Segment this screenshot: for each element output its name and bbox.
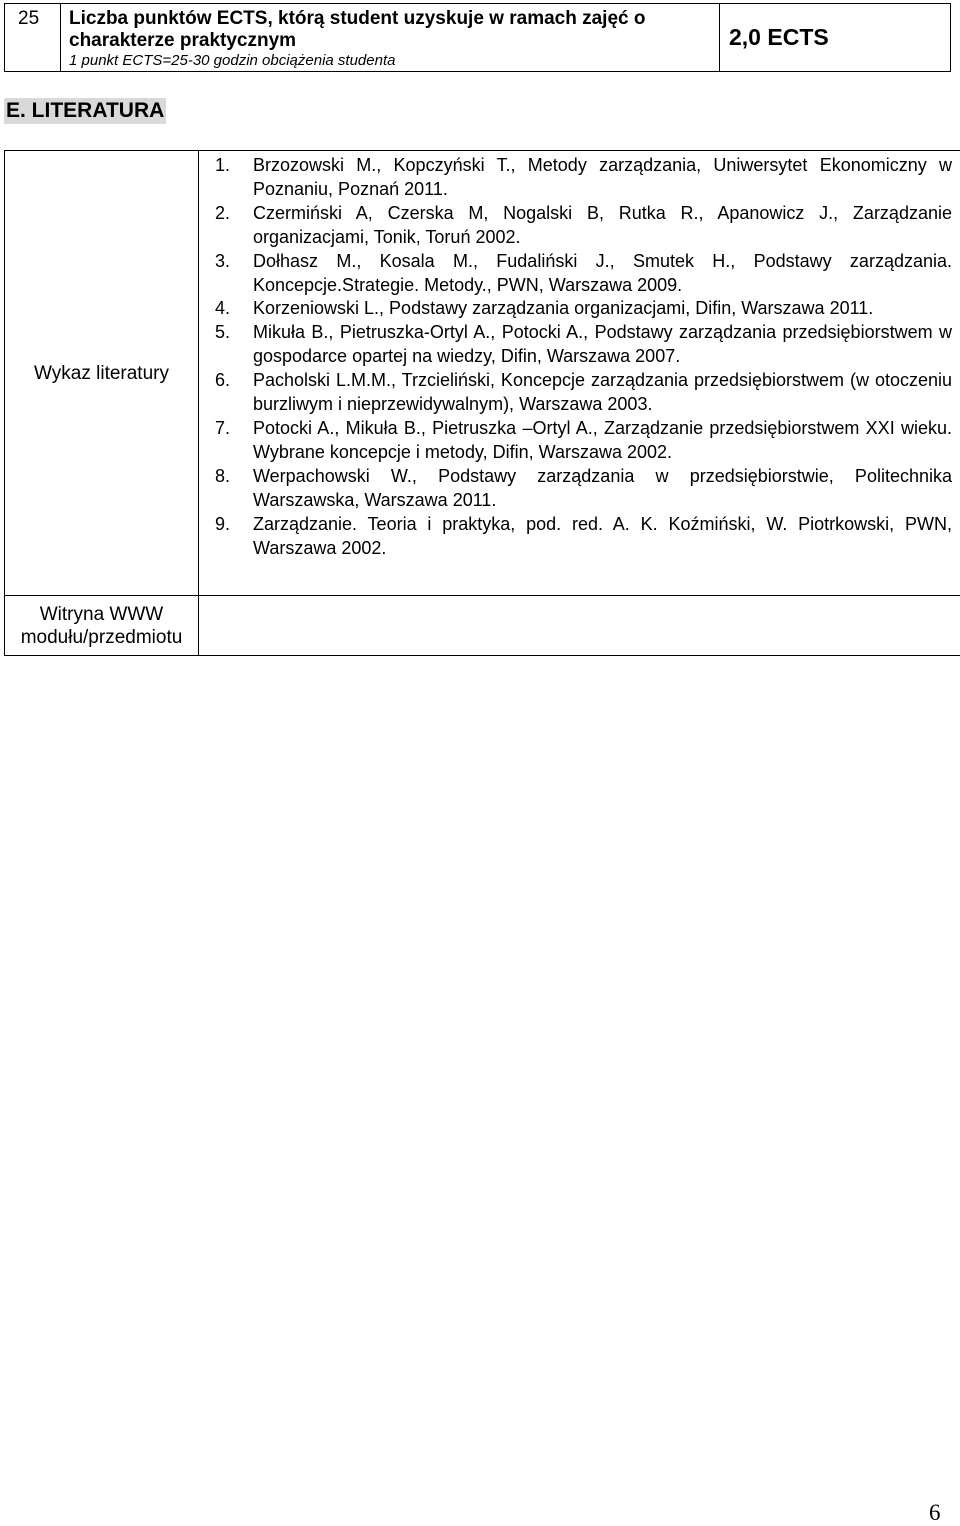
literature-item-text: Werpachowski W., Podstawy zarządzania w przedsiębiorstwie, Politechnika Warszawska, Warszawa 2011. — [253, 465, 952, 510]
literature-item-text: Potocki A., Mikuła B., Pietruszka –Ortyl A., Zarządzanie przedsiębiorstwem XXI wieku. Wybrane koncepcje i metody, Difin, Warszawa 2002. — [253, 417, 952, 462]
literature-row — [5, 151, 960, 596]
literature-item — [215, 417, 952, 465]
literature-list — [199, 151, 960, 560]
website-row — [5, 596, 960, 656]
literature-item-number: 5. — [215, 322, 231, 343]
literature-item — [215, 202, 952, 250]
literature-item-text: Mikuła B., Pietruszka-Ortyl A., Potocki A., Podstawy zarządzania przedsiębiorstwem w gospodarce opartej na wiedzy, Difin, Warszawa 2007. — [253, 322, 952, 367]
ects-row — [5, 4, 951, 72]
literature-item-number: 6. — [215, 370, 231, 391]
literature-item-text: Pacholski L.M.M., Trzcieliński, Koncepcje zarządzania przedsiębiorstwem (w otoczeniu burzliwym i nieprzewidywalnym), Warszawa 2003. — [253, 370, 952, 415]
literature-item — [215, 369, 952, 417]
literature-item — [215, 513, 952, 561]
literature-item-text: Zarządzanie. Teoria i praktyka, pod. red. A. K. Koźmiński, W. Piotrkowski, PWN, Warszawa 2002. — [253, 513, 952, 558]
ects-table — [4, 3, 951, 72]
literature-list-label: Wykaz literatury — [5, 151, 199, 596]
ects-label-cell — [61, 4, 720, 72]
literature-table — [4, 150, 960, 656]
literature-item — [215, 465, 952, 513]
literature-item-number: 7. — [215, 417, 231, 438]
literature-item-number: 4. — [215, 298, 231, 319]
literature-item-text: Korzeniowski L., Podstawy zarządzania organizacjami, Difin, Warszawa 2011. — [253, 298, 874, 319]
website-label: Witryna WWW modułu/przedmiotu — [5, 596, 199, 656]
literature-list-cell — [199, 151, 960, 596]
literature-item-number: 1. — [215, 155, 231, 175]
section-heading: E. LITERATURA — [6, 99, 165, 122]
literature-item — [215, 297, 952, 321]
literature-item — [215, 321, 952, 369]
literature-item-text: Dołhasz M., Kosala M., Fudaliński J., Smutek H., Podstawy zarządzania. Koncepcje.Strategie. Metody., PWN, Warszawa 2009. — [253, 250, 952, 295]
literature-item-number: 3. — [215, 250, 231, 271]
page-number: 6 — [929, 1500, 941, 1525]
ects-value: 2,0 ECTS — [720, 4, 951, 72]
ects-row-number: 25 — [5, 4, 61, 72]
literature-item-number: 8. — [215, 465, 231, 486]
literature-item-text: Brzozowski M., Kopczyński T., Metody zarządzania, Uniwersytet Ekonomiczny w Poznaniu, Poznań 2011. — [253, 155, 952, 199]
ects-label: Liczba punktów ECTS, którą student uzyskuje w ramach zajęć o charakterze praktycznym — [69, 8, 646, 51]
literature-item-number: 2. — [215, 202, 231, 223]
literature-item-text: Czermiński A, Czerska M, Nogalski B, Rutka R., Apanowicz J., Zarządzanie organizacjami, Tonik, Toruń 2002. — [253, 202, 952, 247]
website-value — [199, 596, 960, 656]
literature-item-number: 9. — [215, 513, 231, 534]
literature-item — [215, 250, 952, 298]
ects-sublabel: 1 punkt ECTS=25-30 godzin obciążenia studenta — [69, 52, 396, 69]
literature-item — [215, 154, 952, 202]
